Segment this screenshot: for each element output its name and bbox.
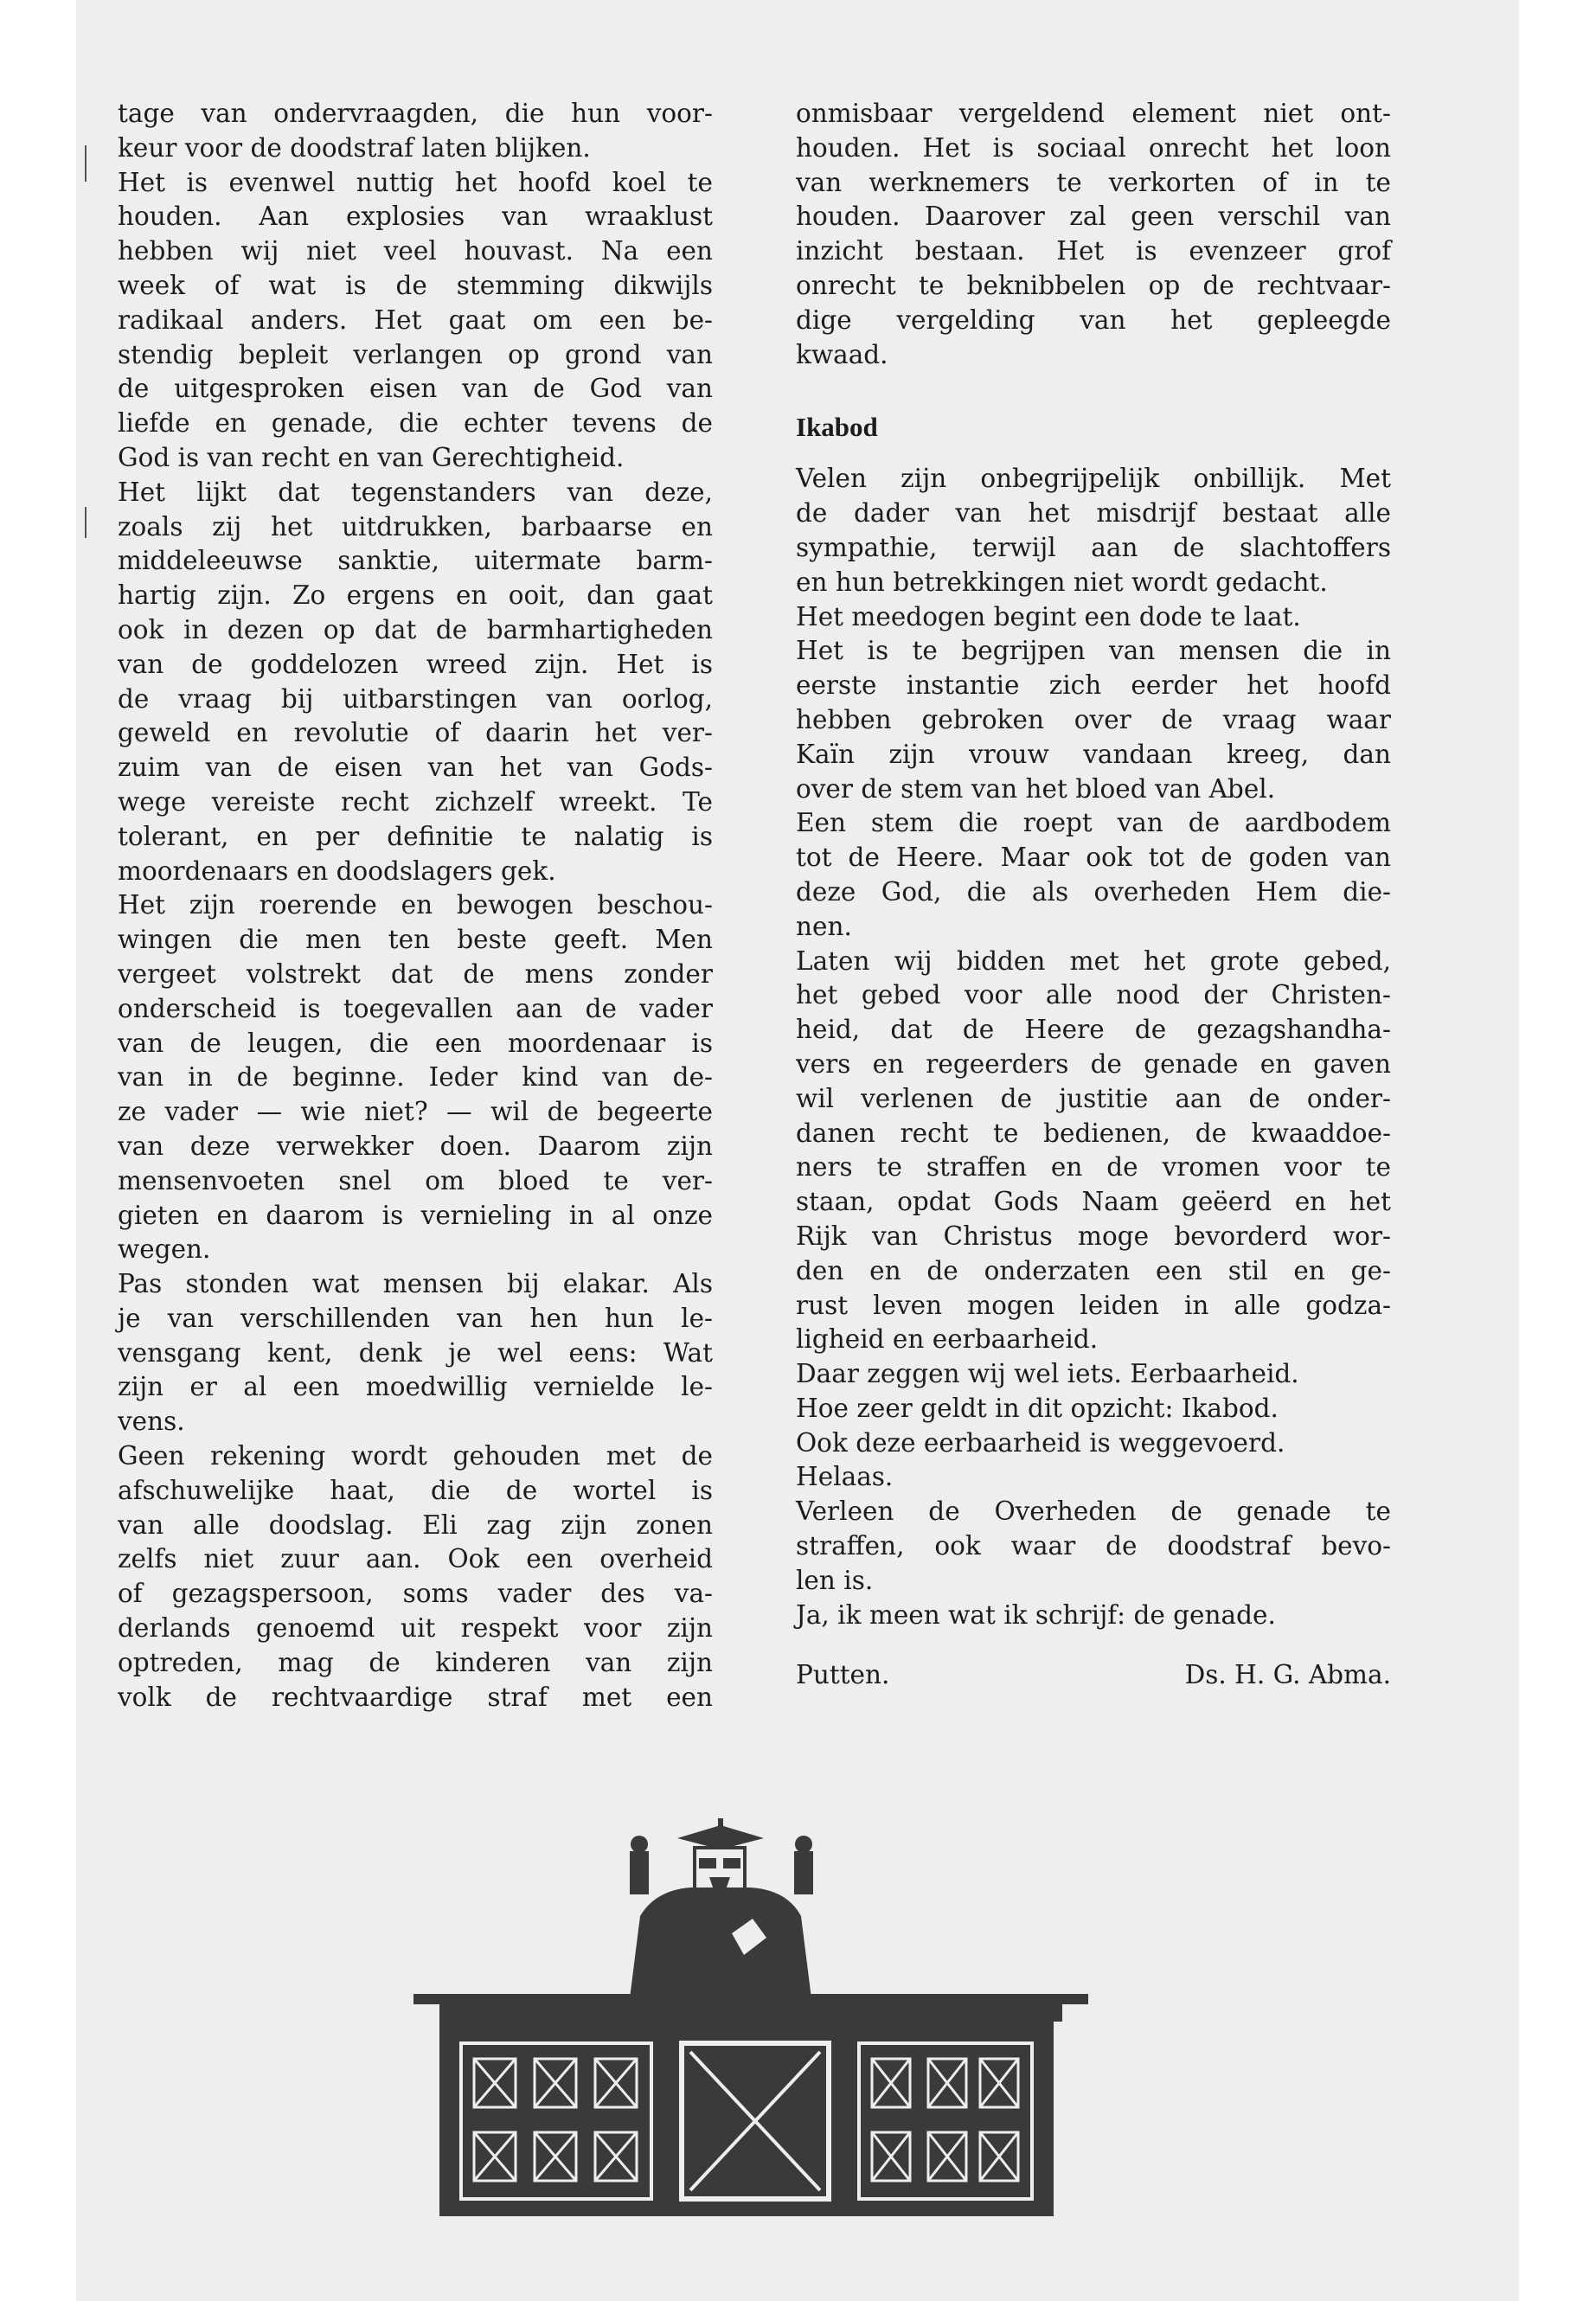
right-body-line: ners te straffen en de vromen voor te: [796, 1152, 1391, 1183]
right-intro-line: inzicht bestaan. Het is evenzeer grof: [796, 236, 1391, 266]
right-body-line: Een stem die roept van de aardbodem: [796, 808, 1391, 838]
right-body-line: Ook deze eerbaarheid is weggevoerd.: [796, 1427, 1285, 1458]
right-body-line: hebben gebroken over de vraag waar: [796, 704, 1391, 734]
left-column-line: wegen.: [118, 1234, 211, 1265]
left-column-line: liefde en genade, die echter tevens de: [118, 408, 713, 439]
left-column-line: van alle doodslag. Eli zag zijn zonen: [118, 1509, 713, 1540]
signature-place: Putten.: [796, 1660, 890, 1690]
right-body-line: danen recht te bedienen, de kwaaddoe-: [796, 1118, 1391, 1148]
signature-line: [796, 1658, 1391, 1693]
right-body-line: Verleen de Overheden de genade te: [796, 1497, 1391, 1527]
left-column-line: zijn er al een moedwillig vernielde le-: [118, 1372, 713, 1402]
left-column-line: vergeet volstrekt dat de mens zonder: [118, 958, 713, 989]
left-column-line: Het is evenwel nuttig het hoofd koel te: [118, 167, 713, 197]
left-column-line: wege vereiste recht zichzelf wreekt. Te: [118, 786, 713, 817]
right-body-line: eerste instantie zich eerder het hoofd: [796, 670, 1391, 701]
right-body-line: len is.: [796, 1565, 874, 1595]
right-body-line: Hoe zeer geldt in dit opzicht: Ikabod.: [796, 1393, 1279, 1423]
left-column-line: Geen rekening wordt gehouden met de: [118, 1441, 713, 1471]
left-column-line: wingen die men ten beste geeft. Men: [118, 925, 713, 955]
right-body-line: rust leven mogen leiden in alle godza-: [796, 1290, 1391, 1320]
section-heading: Ikabod: [796, 412, 878, 443]
signature-author: Ds. H. G. Abma.: [1184, 1660, 1391, 1690]
left-column-line: keur voor de doodstraf laten blijken.: [118, 132, 591, 163]
left-column-line: Het zijn roerende en bewogen beschou-: [118, 890, 713, 920]
right-body-line: de dader van het misdrijf bestaat alle: [796, 498, 1391, 529]
right-body-line: Kaïn zijn vrouw vandaan kreeg, dan: [796, 739, 1391, 769]
judge-at-bench-icon: [413, 1817, 1088, 2223]
right-body-line: staan, opdat Gods Naam geëerd en het: [796, 1187, 1391, 1217]
right-intro-text: [796, 97, 1391, 372]
right-body-line: Het is te begrijpen van mensen die in: [796, 636, 1391, 666]
right-body-line: nen.: [796, 911, 852, 941]
right-body-line: Velen zijn onbegrijpelijk onbillijk. Met: [796, 464, 1391, 494]
right-body-line: Rijk van Christus moge bevorderd wor-: [796, 1221, 1391, 1251]
left-column-line: je van verschillenden van hen hun le-: [118, 1303, 713, 1333]
left-column-line: middeleeuwse sanktie, uitermate barm-: [118, 546, 713, 576]
left-column-line: van de goddelozen wreed zijn. Het is: [118, 649, 713, 679]
left-column-line: zoals zij het uitdrukken, barbaarse en: [118, 511, 713, 542]
right-body-line: straffen, ook waar de doodstraf bevo-: [796, 1531, 1391, 1561]
left-column-line: hebben wij niet veel houvast. Na een: [118, 236, 713, 266]
right-intro-line: dige vergelding van het gepleegde: [796, 304, 1391, 335]
right-body-line: Het meedogen begint een dode te laat.: [796, 601, 1301, 631]
left-column-line: de uitgesproken eisen van de God van: [118, 374, 713, 404]
right-body-line: Daar zeggen wij wel iets. Eerbaarheid.: [796, 1359, 1299, 1389]
right-intro-line: van werknemers te verkorten of in te: [796, 167, 1391, 197]
left-column-line: optreden, mag de kinderen van zijn: [118, 1647, 713, 1677]
right-body-line: Laten wij bidden met het grote gebed,: [796, 945, 1391, 976]
left-column-line: ook in dezen op dat de barmhartigheden: [118, 614, 713, 644]
left-column-line: tage van ondervraagden, die hun voor-: [118, 99, 713, 128]
left-column-line: ze vader — wie niet? — wil de begeerte: [118, 1097, 713, 1127]
right-intro-line: onmisbaar vergeldend element niet ont-: [796, 99, 1391, 128]
left-column-line: de vraag bij uitbarstingen van oorlog,: [118, 683, 713, 714]
right-body-line: tot de Heere. Maar ook tot de goden van: [796, 843, 1391, 873]
left-column-line: zuim van de eisen van het van Gods-: [118, 753, 713, 783]
left-column-line: van deze verwekker doen. Daarom zijn: [118, 1131, 713, 1161]
left-column-line: gieten en daarom is vernieling in al onze: [118, 1200, 713, 1230]
right-body-line: Ja, ik meen wat ik schrijf: de genade.: [796, 1599, 1276, 1630]
left-column-line: zelfs niet zuur aan. Ook een overheid: [118, 1544, 713, 1574]
right-body-line: wil verlenen de justitie aan de onder-: [796, 1083, 1391, 1113]
left-column-line: derlands genoemd uit respekt voor zijn: [118, 1613, 713, 1644]
left-column-line: God is van recht en van Gerechtigheid.: [118, 442, 625, 472]
right-body-line: heid, dat de Heere de gezagshandha-: [796, 1015, 1391, 1045]
left-column-line: week of wat is de stemming dikwijls: [118, 270, 713, 300]
right-body-line: deze God, die als overheden Hem die-: [796, 876, 1391, 907]
right-body-text: [796, 462, 1391, 1632]
left-column-line: Het lijkt dat tegenstanders van deze,: [118, 477, 713, 507]
right-body-line: sympathie, terwijl aan de slachtoffers: [796, 532, 1391, 562]
right-intro-line: onrecht te beknibbelen op de rechtvaar-: [796, 270, 1391, 300]
right-intro-line: houden. Het is sociaal onrecht het loon: [796, 132, 1391, 163]
right-body-line: over de stem van het bloed van Abel.: [796, 773, 1276, 804]
left-column-line: moordenaars en doodslagers gek.: [118, 856, 556, 886]
left-column-line: van de leugen, die een moordenaar is: [118, 1028, 713, 1058]
right-body-line: en hun betrekkingen niet wordt gedacht.: [796, 567, 1328, 597]
left-column-line: afschuwelijke haat, die de wortel is: [118, 1475, 713, 1505]
left-column: [118, 97, 713, 1715]
left-column-line: van in de beginne. Ieder kind van de-: [118, 1062, 713, 1093]
margin-mark: [85, 507, 87, 538]
left-column-line: onderscheid is toegevallen aan de vader: [118, 993, 713, 1023]
left-column-line: stendig bepleit verlangen op grond van: [118, 339, 713, 369]
left-column-line: tolerant, en per definitie te nalatig is: [118, 821, 713, 851]
left-column-line: mensenvoeten snel om bloed te ver-: [118, 1165, 713, 1195]
left-column-line: houden. Aan explosies van wraaklust: [118, 202, 713, 232]
left-column-line: volk de rechtvaardige straf met een: [118, 1682, 713, 1712]
right-body-line: ligheid en eerbaarheid.: [796, 1324, 1099, 1355]
right-body-line: den en de onderzaten een stil en ge-: [796, 1255, 1391, 1285]
right-intro-line: houden. Daarover zal geen verschil van: [796, 202, 1391, 232]
left-column-line: vensgang kent, denk je wel eens: Wat: [118, 1337, 713, 1368]
left-column-line: vens.: [118, 1407, 185, 1437]
right-body-line: Helaas.: [796, 1462, 894, 1492]
margin-mark: [85, 145, 87, 182]
right-body-line: vers en regeerders de genade en gaven: [796, 1048, 1391, 1079]
left-column-line: Pas stonden wat mensen bij elakar. Als: [118, 1269, 713, 1299]
left-column-line: radikaal anders. Het gaat om een be-: [118, 304, 713, 335]
left-column-line: of gezagspersoon, soms vader des va-: [118, 1579, 713, 1609]
left-column-line: geweld en revolutie of daarin het ver-: [118, 718, 713, 748]
right-column: [796, 97, 1391, 1693]
right-intro-line: kwaad.: [796, 339, 888, 369]
right-body-line: het gebed voor alle nood der Christen-: [796, 980, 1391, 1010]
left-column-line: hartig zijn. Zo ergens en ooit, dan gaat: [118, 580, 713, 611]
